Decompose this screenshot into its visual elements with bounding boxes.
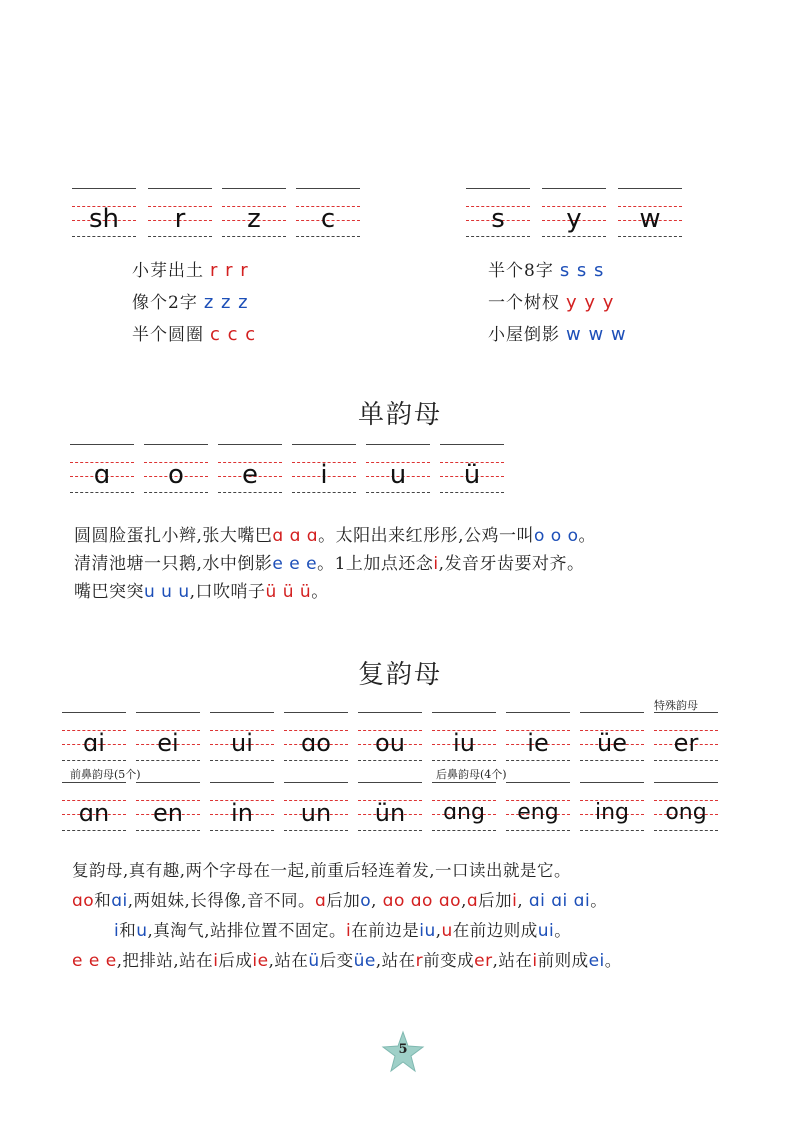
rhyme-text: 半个8字 xyxy=(488,261,554,281)
pinyin-letter: y xyxy=(566,204,582,234)
pinyin-cell xyxy=(62,782,126,838)
single-finals-paragraph xyxy=(74,522,774,606)
rhyme-letters: y y y xyxy=(566,292,615,313)
text: 。 xyxy=(554,921,572,940)
pinyin-letter: er xyxy=(673,729,699,757)
text: 后变 xyxy=(319,951,354,970)
text: , xyxy=(461,891,467,910)
text: 。 xyxy=(578,526,597,546)
page-number-star xyxy=(381,1030,425,1074)
pinyin-cell xyxy=(210,782,274,838)
rhyme-line xyxy=(132,288,249,313)
pinyin-red: r xyxy=(415,951,424,971)
compound-finals-paragraph xyxy=(72,856,772,976)
rhyme-line xyxy=(488,256,604,281)
pinyin-cell xyxy=(284,712,348,768)
pinyin-cell xyxy=(506,712,570,768)
text: , xyxy=(435,921,442,940)
paragraph-line: 复韵母,真有趣,两个字母在一起,前重后轻连着发,一口读出就是它。 xyxy=(72,861,571,880)
pinyin-red: er xyxy=(474,951,493,971)
pinyin-letter: r xyxy=(174,204,186,234)
pinyin-blue: i xyxy=(114,921,120,941)
pinyin-cell xyxy=(654,782,718,838)
pinyin-cell xyxy=(218,444,282,500)
text: ,两姐妹,长得像,音不同。 xyxy=(127,891,315,910)
pinyin-letter: ie xyxy=(527,729,549,757)
pinyin-letter: ɑo xyxy=(301,729,331,757)
pinyin-red: u xyxy=(441,921,453,941)
pinyin-cell xyxy=(654,712,718,768)
pinyin-letter: in xyxy=(231,799,253,827)
text: 在前边则成 xyxy=(452,921,538,940)
pinyin-blue: e e e xyxy=(272,554,318,574)
pinyin-letter: iu xyxy=(453,729,475,757)
text: , xyxy=(371,891,383,910)
text: 前则成 xyxy=(537,951,589,970)
rhyme-text: 小屋倒影 xyxy=(488,325,560,345)
rhyme-text: 半个圆圈 xyxy=(132,325,204,345)
pinyin-letter: ün xyxy=(374,799,406,827)
text: ,把排站,站在 xyxy=(116,951,214,970)
pinyin-cell xyxy=(70,444,134,500)
rhyme-letters: c c c xyxy=(210,324,257,345)
pinyin-cell xyxy=(366,444,430,500)
pinyin-letter: en xyxy=(153,799,183,827)
pinyin-cell xyxy=(284,782,348,838)
pinyin-letter: ü xyxy=(463,460,481,490)
rhyme-letters: r r r xyxy=(210,260,249,281)
pinyin-letter: c xyxy=(320,204,336,234)
pinyin-blue: ɑi ɑi ɑi xyxy=(528,891,591,911)
text: ,站在 xyxy=(268,951,309,970)
pinyin-red: ɑ ɑ ɑ xyxy=(272,526,319,546)
text: 在前边是 xyxy=(351,921,420,940)
pinyin-blue: üe xyxy=(353,951,376,971)
pinyin-cell xyxy=(292,444,356,500)
rhyme-line xyxy=(132,256,249,281)
pinyin-red: i xyxy=(532,951,538,971)
pinyin-letter: ei xyxy=(157,729,179,757)
pinyin-cell xyxy=(136,782,200,838)
text: 和 xyxy=(94,891,112,910)
paragraph-line xyxy=(72,886,772,916)
pinyin-red: ie xyxy=(252,951,269,971)
pinyin-letter: ong xyxy=(665,800,707,825)
pinyin-cell xyxy=(358,712,422,768)
pinyin-cell xyxy=(432,782,496,838)
text: 圆圆脸蛋扎小辫,张大嘴巴 xyxy=(74,526,273,546)
text: 后加 xyxy=(478,891,513,910)
pinyin-letter: w xyxy=(639,204,661,234)
pinyin-cell xyxy=(210,712,274,768)
text: 清清池塘一只鹅,水中倒影 xyxy=(74,554,273,574)
pinyin-blue: iu xyxy=(419,921,436,941)
pinyin-cell xyxy=(580,712,644,768)
pinyin-cell xyxy=(148,188,212,244)
back-nasal-label: 后鼻韵母(4个) xyxy=(436,768,507,781)
rhyme-letters: w w w xyxy=(566,324,627,345)
pinyin-cell xyxy=(580,782,644,838)
pinyin-letter: ou xyxy=(375,729,405,757)
pinyin-cell xyxy=(296,188,360,244)
text: 。1上加点还念 xyxy=(317,554,434,574)
pinyin-letter: i xyxy=(320,460,328,490)
paragraph-line xyxy=(74,578,774,606)
rhyme-letters: s s s xyxy=(559,260,605,281)
rhyme-line xyxy=(488,288,614,313)
pinyin-cell xyxy=(136,712,200,768)
pinyin-red: e e e xyxy=(72,951,117,971)
text: , xyxy=(517,891,529,910)
text: ,站在 xyxy=(375,951,416,970)
text: 。 xyxy=(604,951,622,970)
text: 后成 xyxy=(218,951,253,970)
pinyin-red: i xyxy=(433,554,439,574)
pinyin-blue: ui xyxy=(537,921,555,941)
text: ,站在 xyxy=(492,951,533,970)
pinyin-red: ɑo ɑo ɑo xyxy=(382,891,462,911)
pinyin-cell xyxy=(222,188,286,244)
pinyin-cell xyxy=(440,444,504,500)
text: 。太阳出来红彤彤,公鸡一叫 xyxy=(318,526,534,546)
pinyin-red: i xyxy=(512,891,518,911)
pinyin-letter: ɑng xyxy=(443,800,485,825)
section-title-compound-finals: 复韵母 xyxy=(357,660,442,690)
rhyme-line xyxy=(132,320,256,345)
pinyin-letter: eng xyxy=(517,800,559,825)
text: 。 xyxy=(590,891,608,910)
rhyme-letters: z z z xyxy=(203,292,249,313)
rhyme-text: 像个2字 xyxy=(132,293,198,313)
pinyin-blue: u u u xyxy=(144,582,190,602)
pinyin-letter: ing xyxy=(594,800,630,825)
rhyme-line xyxy=(488,320,627,345)
pinyin-cell xyxy=(144,444,208,500)
pinyin-letter: sh xyxy=(88,204,120,234)
pinyin-letter: ui xyxy=(231,729,253,757)
pinyin-blue: o o o xyxy=(534,526,579,546)
page-number: 5 xyxy=(398,1042,408,1057)
pinyin-letter: ɑ xyxy=(93,460,111,490)
pinyin-letter: z xyxy=(247,204,261,234)
pinyin-letter: u xyxy=(389,460,407,490)
text: 。 xyxy=(311,582,329,602)
pinyin-cell xyxy=(618,188,682,244)
special-finals-label: 特殊韵母 xyxy=(654,699,698,712)
text: ,真淘气,站排位置不固定。 xyxy=(147,921,347,940)
paragraph-line xyxy=(74,550,774,578)
pinyin-red: ɑo xyxy=(72,891,95,911)
pinyin-blue: ü xyxy=(308,951,320,971)
pinyin-red: ɑ xyxy=(466,891,479,911)
pinyin-blue: ei xyxy=(588,951,605,971)
text: ,口吹哨子 xyxy=(189,582,266,602)
text: 和 xyxy=(119,921,137,940)
text: ,发音牙齿要对齐。 xyxy=(438,554,585,574)
pinyin-cell xyxy=(432,712,496,768)
pinyin-cell xyxy=(466,188,530,244)
pinyin-cell xyxy=(358,782,422,838)
pinyin-red: i xyxy=(213,951,219,971)
pinyin-letter: ɑi xyxy=(83,729,105,757)
pinyin-cell xyxy=(72,188,136,244)
pinyin-red: ɑ xyxy=(314,891,327,911)
text: 前变成 xyxy=(423,951,475,970)
front-nasal-label: 前鼻韵母(5个) xyxy=(70,768,141,781)
pinyin-blue: o xyxy=(360,891,372,911)
pinyin-letter: e xyxy=(242,460,258,490)
pinyin-letter: un xyxy=(300,799,332,827)
pinyin-blue: u xyxy=(136,921,148,941)
pinyin-letter: üe xyxy=(597,729,627,757)
section-title-single-finals: 单韵母 xyxy=(357,400,442,430)
text: 后加 xyxy=(326,891,361,910)
rhyme-text: 一个树杈 xyxy=(488,293,560,313)
paragraph-line xyxy=(74,522,774,550)
pinyin-red: ü ü ü xyxy=(265,582,312,602)
pinyin-letter: s xyxy=(491,204,505,234)
pinyin-letter: o xyxy=(168,460,184,490)
pinyin-cell xyxy=(542,188,606,244)
pinyin-letter: ɑn xyxy=(78,799,110,827)
pinyin-cell xyxy=(62,712,126,768)
text: 嘴巴突突 xyxy=(74,582,144,602)
rhyme-text: 小芽出土 xyxy=(132,261,204,281)
paragraph-line xyxy=(72,916,772,946)
pinyin-red: i xyxy=(346,921,352,941)
pinyin-blue: ɑi xyxy=(111,891,128,911)
pinyin-cell xyxy=(506,782,570,838)
paragraph-line xyxy=(72,946,772,976)
